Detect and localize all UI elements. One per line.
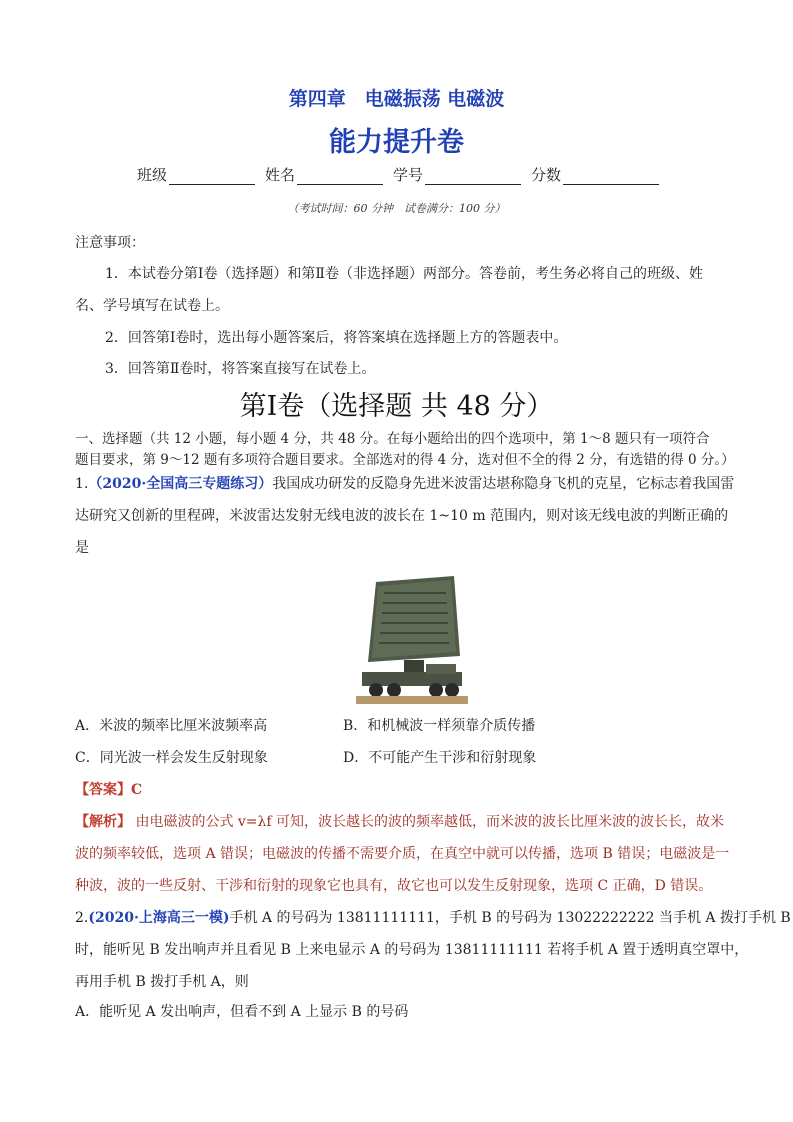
exam-title: 能力提升卷 bbox=[329, 127, 464, 158]
name-label: 姓名 bbox=[265, 166, 296, 184]
notice-item-3: 3．回答第Ⅱ卷时，将答案直接写在试卷上。 bbox=[105, 361, 376, 377]
notice-item-1-line-1: 1．本试卷分第Ⅰ卷（选择题）和第Ⅱ卷（非选择题）两部分。答卷前，考生务必将自己的班级、姓 bbox=[105, 266, 703, 282]
question-1-analysis-line-3: 种波，波的一些反射、干涉和衍射的现象它也具有，故它也可以发生反射现象，选项 C 正确，D 错误。 bbox=[75, 878, 713, 894]
score-blank[interactable] bbox=[563, 168, 659, 185]
answer-value: C bbox=[131, 782, 143, 798]
question-1-answer bbox=[75, 779, 142, 799]
question-2-line-3: 再用手机 B 拨打手机 A，则 bbox=[75, 974, 249, 990]
question-1-stem-start: 我国成功研发的反隐身先进米波雷达堪称隐身飞机的克星，它标志着我国雷 bbox=[272, 476, 735, 492]
section-intro-line-2: 题目要求，第 9～12 题有多项符合题目要求。全部选对的得 4 分，选对但不全的得 2 分，有选错的得 0 分。） bbox=[75, 452, 735, 468]
chapter-heading: 第四章 电磁振荡 电磁波 bbox=[288, 88, 505, 110]
question-2-number: 2. bbox=[75, 910, 89, 926]
section-title: 第Ⅰ卷（选择题 共 48 分） bbox=[239, 391, 554, 422]
question-2-option-a: A．能听见 A 发出响声，但看不到 A 上显示 B 的号码 bbox=[75, 1004, 409, 1020]
class-blank[interactable] bbox=[169, 168, 255, 185]
question-2-line-1 bbox=[75, 907, 791, 927]
student-id-blank[interactable] bbox=[425, 168, 521, 185]
question-2-stem-start: 手机 A 的号码为 13811111111，手机 B 的号码为 13022222222 当手机 A 拨打手机 B bbox=[229, 910, 791, 926]
question-1-source: （2020·全国高三专题练习） bbox=[88, 476, 273, 492]
question-1-line-1 bbox=[75, 473, 734, 493]
question-1-analysis-line-1 bbox=[75, 811, 724, 831]
question-1-number: 1. bbox=[75, 476, 89, 492]
name-blank[interactable] bbox=[297, 168, 383, 185]
analysis-text-start: 由电磁波的公式 v=λf 可知，波长越长的波的频率越低，而米波的波长比厘米波的波长长，故米 bbox=[131, 814, 725, 830]
question-1-analysis-line-2: 波的频率较低，选项 A 错误；电磁波的传播不需要介质，在真空中就可以传播，选项 B 错误；电磁波是一 bbox=[75, 846, 730, 862]
analysis-label: 【解析】 bbox=[75, 814, 131, 830]
notice-item-2: 2．回答第Ⅰ卷时，选出每小题答案后，将答案填在选择题上方的答题表中。 bbox=[105, 330, 568, 346]
score-label: 分数 bbox=[531, 166, 562, 184]
question-1-option-c: C．同光波一样会发生反射现象 bbox=[75, 750, 268, 766]
notice-item-1-line-2: 名、学号填写在试卷上。 bbox=[75, 298, 229, 314]
question-1-option-d: D．不可能产生干涉和衍射现象 bbox=[343, 750, 537, 766]
question-1-option-b: B．和机械波一样须靠介质传播 bbox=[343, 718, 536, 734]
question-2-source: (2020·上海高三一模) bbox=[88, 910, 230, 926]
notice-heading: 注意事项： bbox=[75, 235, 145, 251]
question-1-option-a: A．米波的频率比厘米波频率高 bbox=[75, 718, 268, 734]
exam-timing: （考试时间：60 分钟 试卷满分：100 分） bbox=[287, 202, 506, 215]
question-2-line-2: 时，能听见 B 发出响声并且看见 B 上来电显示 A 的号码为 13811111111 若将手机 A 置于透明真空罩中， bbox=[75, 942, 749, 958]
question-1-line-2: 达研究又创新的里程碑，米波雷达发射无线电波的波长在 1~10 m 范围内，则对该无线电波的判断正确的 bbox=[75, 508, 729, 524]
section-intro-line-1: 一、选择题（共 12 小题，每小题 4 分，共 48 分。在每小题给出的四个选项中，第 1～8 题只有一项符合 bbox=[75, 431, 710, 447]
question-1-line-3: 是 bbox=[75, 540, 89, 556]
class-label: 班级 bbox=[137, 166, 168, 184]
student-info-fields bbox=[137, 164, 669, 185]
answer-label: 【答案】 bbox=[75, 782, 131, 798]
radar-image bbox=[356, 574, 468, 704]
student-id-label: 学号 bbox=[393, 166, 424, 184]
